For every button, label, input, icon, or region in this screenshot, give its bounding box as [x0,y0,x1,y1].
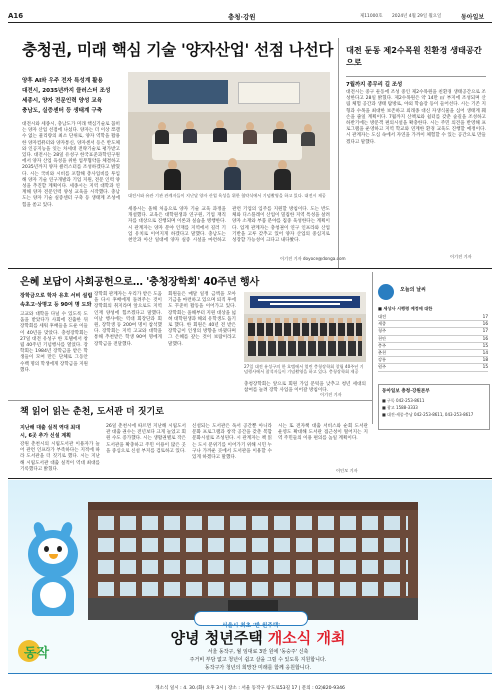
column-divider [372,272,373,424]
mascot-icon [18,512,88,622]
page-number: A16 [8,12,24,20]
second-story-col4: 충청장학회는 앞으로 회원 가입 문턱을 낮추고 청년 세대의 참여를 늘려 장학 사업을 이어갈 방침이다. [244,382,366,394]
office-box-title: 동아일보 충청·강원본부 [382,389,430,394]
top-story-photo-caption: 대전시와 유관 기관 관계자들이 지난달 양자 산업 육성을 위한 협약식에서 기념촬영을 하고 있다. 대전시 제공 [128,193,326,198]
section-rule-thin [8,400,372,401]
ad-title-red: 개소식 개최 [267,629,346,647]
lead-line: 대전시, 2035년까지 클러스터 조성 [22,88,111,94]
second-story-byline: 이기진 기자 [320,392,342,397]
issue-number: 제11000호 [360,14,383,19]
side-divider [346,76,486,77]
third-story-col3: 신설되는 도서관은 독서 공간뿐 아니라 문화 프로그램과 창작 공간을 갖춘 복합문화시설로 조성된다. 시 관계자는 책 읽는 도시 분위기를 이어가기 위해 시민 누구나 가까운 곳에서 도서관을 이용할 수 있게 하겠다고 말했다. [192,424,272,461]
table-row: 대전 17 [378,314,488,321]
table-row: 춘천 14 [378,350,488,357]
sidebar-table [378,314,488,372]
building-illustration [88,502,418,620]
lead-line: 지난해 대출 실적 역대 최대 [20,425,81,431]
office-box [378,384,490,430]
table-row: 천안 16 [378,336,488,343]
third-story-headline: 책 읽어 읽는 춘천, 도서관 더 짓기로 [20,407,164,417]
sidebar-box-title: 오늘의 날씨 [400,287,426,293]
table-row: 청주 17 [378,328,488,335]
issue-date: 2024년 4월 29일 월요일 [392,14,442,19]
ad-title [108,627,408,648]
section-name: 충청·강원 [228,13,256,21]
table-row: 충주 15 [378,343,488,350]
masthead-rule [8,22,492,23]
third-story-lead [20,424,110,440]
second-story-col3: 회원들은 매달 일정 금액을 모아 기금을 마련하고 있으며 퇴직 후에도 꾸준히 활동을 이어가고 있다. 장학회는 올해부터 지원 대상을 넓혀 대학원생과 해외 유학생도 돕기로 했다. 한 회원은 40년 전 받은 장학금이 인생의 방향을 바꿨다며 그 은혜를 갚는 것이 보람이라고 말했다. [168,292,236,347]
top-story-byline: 이기진 기자 doyoce@donga.com [280,256,346,261]
top-story-body-continued: 세종시는 올해 처음으로 양자 기술 교육 과정을 개설했다. 교육은 대학원생과 연구원, 기업 재직자를 대상으로 진행되며 이론과 실습을 병행한다. 시 관계자는 양자 분야 인재를 지역에서 길러 기업 유치로 이어지게 하겠다고 말했다. 충남도는 천안과 아산 일대에 양자 실증 시설을 마련하고 관련 기업의 입주를 지원할 방침이다. 도는 반도체와 디스플레이 산업이 밀집한 지역 특성을 살려 양자 소재와 부품 분야를 집중 육성한다는 계획이다. 업계 관계자는 충청권이 연구 인프라와 산업 기반을 고루 갖추고 있어 양자 산업의 중심지로 성장할 가능성이 크다고 내다봤다. [128,207,330,244]
second-story-col1: 고교와 대학을 다닐 수 있도록 도움을 받았다가 사회에 진출한 뒤 장학회를 세워 후배들을 도운 이들이 40년을 맞았다. 충청장학회는 27일 대전 유성구 한 호텔에서 창립 40주년 기념행사를 열었다. 장학회는 1984년 장학금을 받은 학생들이 모여 만든 단체로 그동안 수백 명의 학생에게 장학금을 지원했다. [20,312,88,373]
lead-line: 충남도, 실증센터 등 생태계 구축 [22,108,103,114]
side-story-headline: 대전 둔동 제2수목원 친환경 생태공간으로 [346,45,482,67]
column-divider [338,38,339,268]
third-story-byline: 이인모 기자 [336,468,358,473]
ad-line-3: 동작구가 청년의 희망찬 미래를 함께 응원합니다. [204,665,312,671]
dongjak-logo [18,632,78,672]
ad-banner [8,480,492,691]
office-line: ■ 대전·세종·충남 042-253-8611, 043-253-8617 [382,412,474,417]
lead-line: 양후 AI와 우주 전자 특성계 활용 [22,78,103,84]
third-story-col2: 26일 춘천시에 따르면 지난해 시립도서관 대출 권수는 전년보다 크게 늘었고 회원 수도 증가했다. 시는 생활권별로 작은 도서관을 확충하고 주민 이용이 많은 곳을 중심으로 신설 부지를 검토하고 있다. [106,424,186,454]
ad-rule [8,478,492,479]
ad-top-badge [194,611,308,629]
second-story-photo [244,292,366,362]
lead-line: 시, 6곳 추가 신설 계획 [20,433,71,439]
ad-top-badge-text: 서울시 최초 '반 원주택' [222,623,280,629]
sidebar-logo-icon [378,284,394,300]
office-line: ■ 광고 1588-3333 [382,405,418,410]
section-rule [8,268,492,269]
lead-line: 세종시, 양자 전문인력 양성 교육 [22,98,103,104]
third-story-col1: 강원 춘천시의 시립도서관 이용자가 늘어 관련 인프라가 부족하다는 지적에 따라 도서관을 더 짓기로 했다. 시는 지난해 시립도서관 대출 실적이 역대 최대를 기록했다고 밝혔다. [20,442,100,472]
side-story-subhead: 7월까지 종무리 길 조성 [346,82,403,88]
second-story-photo-caption: 27일 대전 유성구의 한 호텔에서 열린 충청장학회 창립 40주년 기념행사에서 참석자들이 기념촬영을 하고 있다. 충청장학회 제공 [244,364,364,375]
paper-name: 동아일보 [461,14,485,21]
table-row: 강릉 18 [378,357,488,364]
side-story-body: 대전시는 중구 둔동에 조성 중인 제2수목원을 친환경 생태공간으로 조성한다고 28일 밝혔다. 제2수목원은 약 14만 ㎡ 부지에 조성되며 산림 체험 공간과 생태 탐방로, 야외 학습장 등이 들어선다. 시는 기존 지형과 수목을 최대한 보존하고 외래종 대신 자생식물을 심어 생태계 훼손을 줄일 계획이다. 7월까지 산책로와 쉼터를 갖춘 숲길을 조성하고 하반기에는 방문객 편의시설을 확충한다. 시는 주민 의견을 반영해 프로그램을 운영하고 지역 학교와 연계한 환경 교육도 진행할 예정이다. 시 관계자는 도심 속에서 자연을 가까이 체험할 수 있는 공간으로 만들겠다고 말했다. [346,90,486,145]
table-row: 세종 16 [378,321,488,328]
sidebar-box-subtitle: ■ 세상사 시행령 예정에 대한 [378,306,433,311]
lead-line: 장학금으로 학자 유호 서비 설립 [20,293,93,299]
top-story-lead [22,76,120,116]
sidebar-box [378,276,488,376]
second-story-col2: 장학회 관계자는 우리가 받은 도움을 다시 후배에게 돌려주는 것이 장학회의 취지라며 앞으로도 지역 인재 양성에 힘쓰겠다고 말했다. 이날 행사에는 역대 회장단과 회원, 장학생 등 200여 명이 참석했다. 장학회는 지역 고교와 대학을 통해 추천받은 학생 90여 명에게 장학금을 전달했다. [94,292,162,347]
ad-line-2: 주거비 부담 없고 청년이 쉽고 살을 그릴 수 있도록 지원합니다. [189,657,327,663]
second-story-headline: 은혜 보답이 사회공헌으로… '충청장학회' 40주년 행사 [20,277,260,288]
top-story-photo [128,72,330,190]
third-story-col4: 시는 또 전자책 대출 서비스와 순회 도서관 운영도 확대해 도서관 접근성이 떨어지는 지역 주민들의 이용 편의를 높일 계획이다. [278,424,368,442]
ad-footer [8,673,492,691]
lead-line: 속초고·상명고 등 90여 명 도와 [20,301,92,308]
logo-text: 동작 [24,646,50,661]
side-story-byline: 이기진 기자 [450,254,472,259]
ad-footer-text: 개소식 일시 : 4. 30.(화) 오후 3시 | 장소 : 서울 동작구 상도로53길 17 | 문의 : 02)820-9346 [155,686,345,691]
ad-title-black: 양녕 청년주택 [170,629,263,647]
top-story-body: 대전시와 세종시, 충남도가 미래 핵심기술로 꼽히는 양자 산업 선점에 나섰다. 양자는 더 이상 쪼갤 수 없는 물리량의 최소 단위로, 양자 역학을 활용한 양자컴퓨터와 양자통신, 양자센서 등은 반도체와 인공지능을 잇는 차세대 전략기술로 평가받고 있다. 대전시는 28일 유성구 한국표준과학연구원에서 양자 산업 육성을 위한 업무협약을 체결하고 2035년까지 양자 클러스터를 조성하겠다고 밝혔다. 시는 국비와 시비를 포함해 총사업비를 투입해 양자 기술 연구개발과 기업 지원, 전문 인력 양성을 추진할 계획이다. 세종시는 지역 대학과 연계해 양자 전문인력 양성 교육을 시작했다. 충남도는 양자 기술 실증센터 구축 등 생태계 조성에 힘을 쏟고 있다. [22,122,120,208]
ad-line-1: 서울 동작구, 월 임대료 3만 원에 '동숭주' 신축 [207,649,309,655]
office-line: ■ 구독 042-253-8611 [382,398,425,403]
table-row: 원주 15 [378,364,488,371]
top-story-headline: 충청권, 미래 핵심 기술 '양자산업' 선점 나선다 [22,41,334,59]
